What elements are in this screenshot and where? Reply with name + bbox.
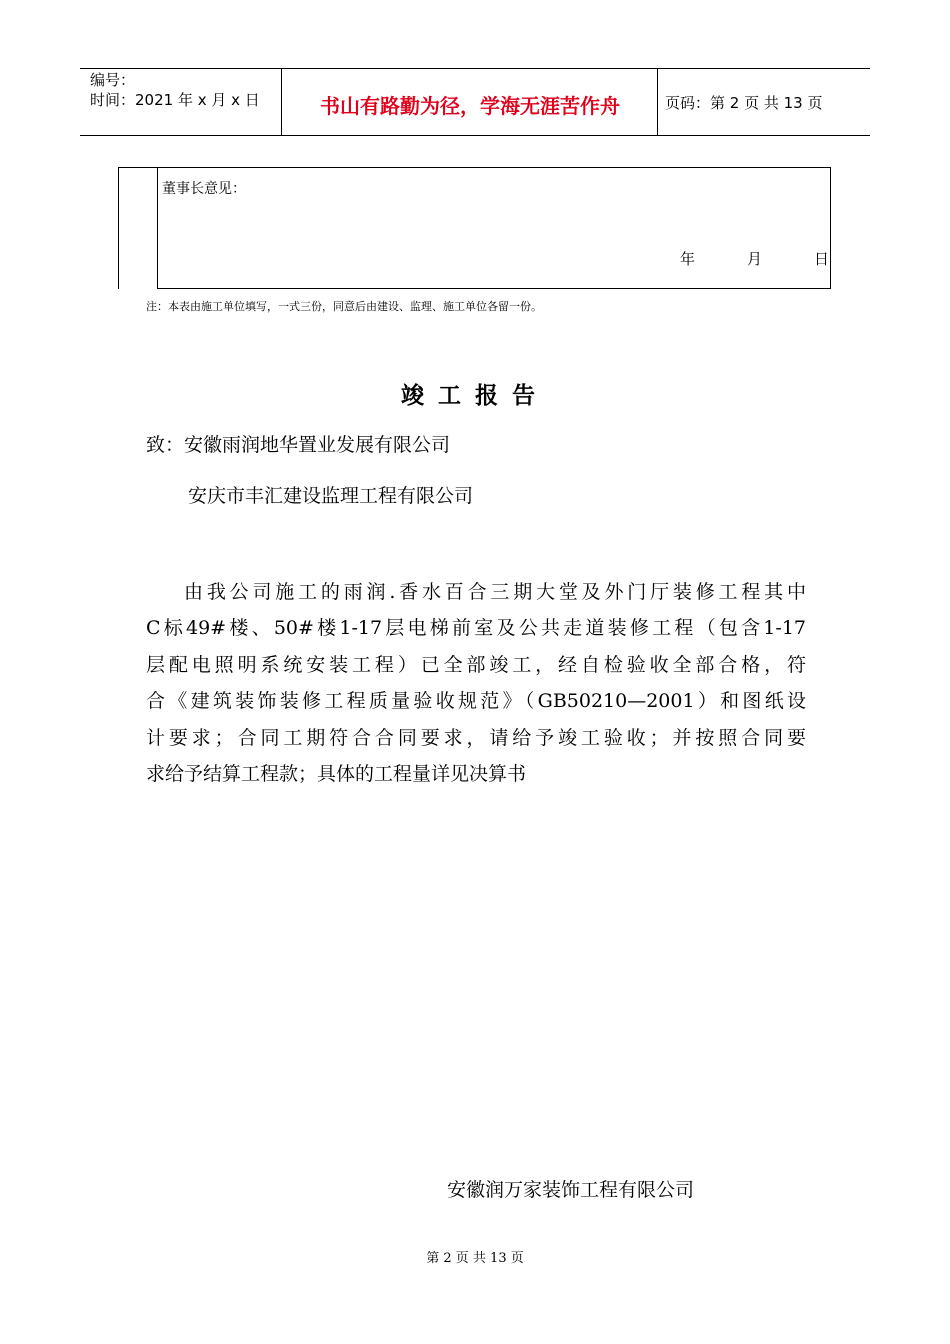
opinion-date-day: 日 (814, 250, 830, 268)
opinion-date-month: 月 (747, 250, 763, 268)
recipient-line-2: 安庆市丰汇建设监理工程有限公司 (188, 485, 474, 507)
header-bottom-rule (80, 135, 870, 136)
header-time-label: 时间：2021 年 x 月 x 日 (90, 91, 260, 109)
header-divider-left (281, 68, 282, 135)
opinion-date-year: 年 (680, 250, 696, 268)
signature-company: 安徽润万家装饰工程有限公司 (447, 1179, 695, 1201)
chairman-opinion-label: 董事长意见： (162, 181, 246, 197)
report-body-line: 计要求；合同工期符合合同要求，请给予竣工验收；并按照合同要 (146, 726, 806, 749)
header-divider-right (657, 68, 658, 135)
report-body-line: 求给予结算工程款；具体的工程量详见决算书 (146, 763, 527, 786)
opinion-table-left-cell-top (118, 167, 158, 168)
report-body-line: 层配电照明系统安装工程）已全部竣工，经自检验收全部合格，符 (146, 653, 806, 676)
opinion-table-left-border (118, 167, 119, 289)
opinion-box (157, 167, 831, 289)
report-title: 竣工报告 (401, 382, 549, 409)
report-body-line: C标49#楼、50#楼1-17层电梯前室及公共走道装修工程（包含1-17 (146, 617, 806, 640)
header-page-info: 页码：第 2 页 共 13 页 (665, 94, 823, 112)
header-top-rule (80, 68, 870, 69)
header-number-label: 编号： (90, 71, 136, 89)
recipient-line-1: 致：安徽雨润地华置业发展有限公司 (146, 434, 451, 456)
header-motto: 书山有路勤为径，学海无涯苦作舟 (320, 94, 620, 118)
report-body-line: 合《建筑装饰装修工程质量验收规范》（GB50210—2001）和图纸设 (146, 690, 806, 713)
page-footer: 第 2 页 共 13 页 (426, 1251, 524, 1266)
report-body (146, 574, 806, 792)
report-body-line: 由我公司施工的雨润.香水百合三期大堂及外门厅装修工程其中 (184, 581, 806, 603)
form-note: 注：本表由施工单位填写，一式三份，同意后由建设、监理、施工单位各留一份。 (146, 300, 542, 313)
